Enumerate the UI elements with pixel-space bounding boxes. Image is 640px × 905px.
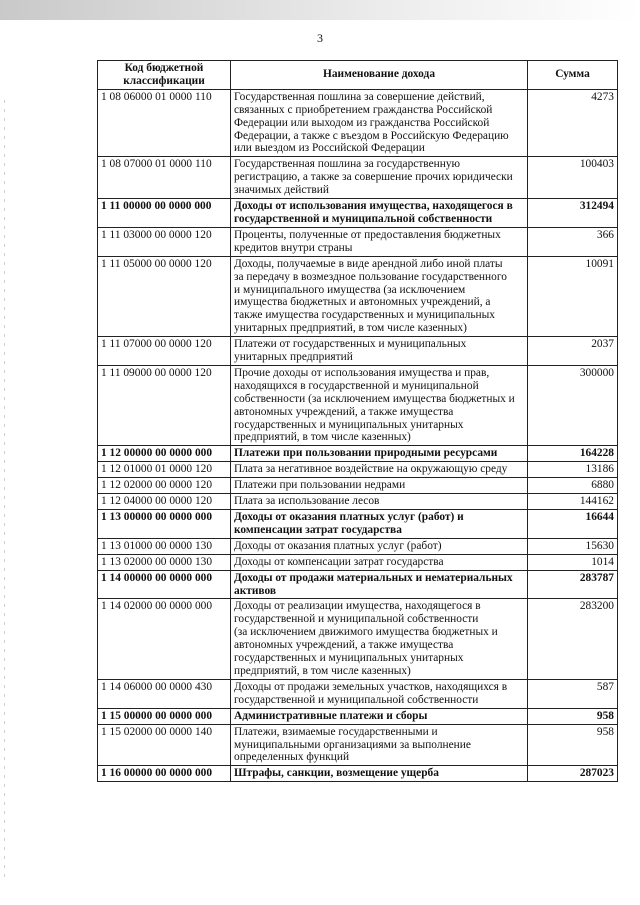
cell-sum: 312494 [528, 199, 618, 228]
header-name: Наименование дохода [231, 61, 528, 90]
cell-code: 1 08 07000 01 0000 110 [98, 157, 231, 199]
cell-name: Платежи от государственных и муниципальных унитарных предприятий [231, 337, 528, 366]
table-row [98, 538, 618, 554]
table-row [98, 570, 618, 599]
cell-sum: 100403 [528, 157, 618, 199]
cell-name: Доходы от использования имущества, находящегося в государственной и муниципальной собственности [231, 199, 528, 228]
cell-name: Платежи при пользовании природными ресурсами [231, 446, 528, 462]
cell-code: 1 12 01000 01 0000 120 [98, 462, 231, 478]
table-row [98, 478, 618, 494]
table-row [98, 89, 618, 157]
header-code: Код бюджетной классификации [98, 61, 231, 90]
cell-code: 1 13 00000 00 0000 000 [98, 510, 231, 539]
header-sum: Сумма [528, 61, 618, 90]
cell-code: 1 11 00000 00 0000 000 [98, 199, 231, 228]
cell-code: 1 14 00000 00 0000 000 [98, 570, 231, 599]
table-row [98, 679, 618, 708]
scan-top-band [0, 0, 640, 20]
cell-code: 1 15 00000 00 0000 000 [98, 708, 231, 724]
cell-sum: 283200 [528, 599, 618, 679]
cell-code: 1 12 04000 00 0000 120 [98, 494, 231, 510]
cell-name: Плата за негативное воздействие на окружающую среду [231, 462, 528, 478]
table-body [98, 89, 618, 781]
cell-code: 1 13 02000 00 0000 130 [98, 554, 231, 570]
table-row [98, 766, 618, 782]
cell-sum: 164228 [528, 446, 618, 462]
cell-name: Проценты, полученные от предоставления бюджетных кредитов внутри страны [231, 227, 528, 256]
cell-sum: 144162 [528, 494, 618, 510]
cell-code: 1 08 06000 01 0000 110 [98, 89, 231, 157]
cell-name: Штрафы, санкции, возмещение ущерба [231, 766, 528, 782]
cell-code: 1 12 00000 00 0000 000 [98, 446, 231, 462]
table-row [98, 510, 618, 539]
cell-code: 1 14 06000 00 0000 430 [98, 679, 231, 708]
cell-sum: 13186 [528, 462, 618, 478]
table-row [98, 256, 618, 336]
cell-name: Государственная пошлина за совершение действий, связанных с приобретением гражданства Российской Федерации или выходом из гражданства Российской Федерации, а также с въездом в Российскую Федерацию или выездом из Российской Федерации [231, 89, 528, 157]
cell-code: 1 11 05000 00 0000 120 [98, 256, 231, 336]
cell-sum: 1014 [528, 554, 618, 570]
table-header-row [98, 61, 618, 90]
table-row [98, 494, 618, 510]
cell-sum: 283787 [528, 570, 618, 599]
cell-code: 1 14 02000 00 0000 000 [98, 599, 231, 679]
cell-sum: 366 [528, 227, 618, 256]
table-row [98, 199, 618, 228]
table-row [98, 724, 618, 766]
cell-code: 1 16 00000 00 0000 000 [98, 766, 231, 782]
table-row [98, 554, 618, 570]
table-row [98, 708, 618, 724]
cell-name: Государственная пошлина за государственную регистрацию, а также за совершение прочих юридически значимых действий [231, 157, 528, 199]
table-row [98, 365, 618, 445]
cell-name: Доходы, получаемые в виде арендной либо иной платы за передачу в возмездное пользование государственного и муниципального имущества (за исключением имущества бюджетных и автономных учреждений, а также имущества государственных и муниципальных унитарных предприятий, в том числе казенных) [231, 256, 528, 336]
cell-code: 1 11 03000 00 0000 120 [98, 227, 231, 256]
cell-sum: 6880 [528, 478, 618, 494]
cell-code: 1 15 02000 00 0000 140 [98, 724, 231, 766]
table-row [98, 446, 618, 462]
cell-code: 1 12 02000 00 0000 120 [98, 478, 231, 494]
cell-sum: 958 [528, 724, 618, 766]
cell-name: Платежи при пользовании недрами [231, 478, 528, 494]
cell-name: Доходы от оказания платных услуг (работ) и компенсации затрат государства [231, 510, 528, 539]
cell-sum: 16644 [528, 510, 618, 539]
cell-name: Платежи, взимаемые государственными и муниципальными организациями за выполнение определенных функций [231, 724, 528, 766]
cell-name: Прочие доходы от использования имущества и прав, находящихся в государственной и муниципальной собственности (за исключением имущества бюджетных и автономных учреждений, а также имущества государственных и муниципальных унитарных предприятий, в том числе казенных) [231, 365, 528, 445]
cell-name: Доходы от реализации имущества, находящегося в государственной и муниципальной собственности (за исключением движимого имущества бюджетных и автономных учреждений, а также имущества государственных и муниципальных унитарных предприятий, в том числе казенных) [231, 599, 528, 679]
cell-name: Доходы от продажи земельных участков, находящихся в государственной и муниципальной собственности [231, 679, 528, 708]
cell-sum: 15630 [528, 538, 618, 554]
page-number: 3 [317, 31, 323, 45]
cell-name: Плата за использование лесов [231, 494, 528, 510]
cell-name: Доходы от компенсации затрат государства [231, 554, 528, 570]
cell-name: Доходы от продажи материальных и нематериальных активов [231, 570, 528, 599]
cell-sum: 287023 [528, 766, 618, 782]
table-row [98, 157, 618, 199]
cell-code: 1 13 01000 00 0000 130 [98, 538, 231, 554]
cell-sum: 10091 [528, 256, 618, 336]
cell-sum: 587 [528, 679, 618, 708]
table-row [98, 462, 618, 478]
table-row [98, 599, 618, 679]
cell-sum: 300000 [528, 365, 618, 445]
cell-sum: 4273 [528, 89, 618, 157]
table-row [98, 227, 618, 256]
revenue-table [97, 60, 618, 782]
cell-code: 1 11 09000 00 0000 120 [98, 365, 231, 445]
cell-sum: 958 [528, 708, 618, 724]
cell-name: Административные платежи и сборы [231, 708, 528, 724]
cell-sum: 2037 [528, 337, 618, 366]
cell-code: 1 11 07000 00 0000 120 [98, 337, 231, 366]
table-row [98, 337, 618, 366]
cell-name: Доходы от оказания платных услуг (работ) [231, 538, 528, 554]
scan-edge-mark [4, 100, 5, 880]
